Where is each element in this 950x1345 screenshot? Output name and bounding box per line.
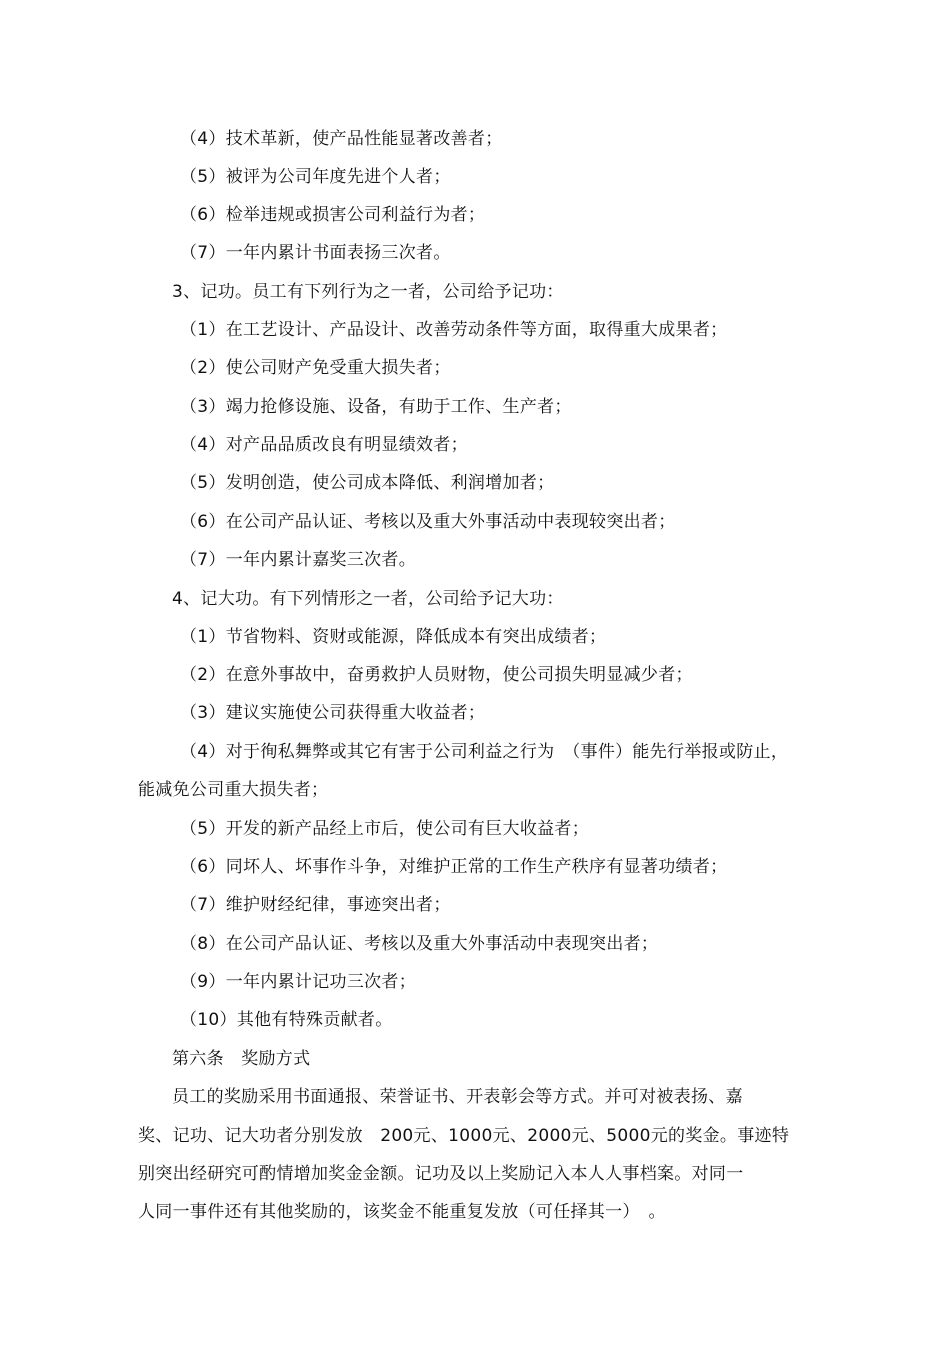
text-line: 奖、记功、记大功者分别发放 200元、1000元、2000元、5000元的奖金。事迹特 — [138, 1126, 790, 1146]
text-line: （3）建议实施使公司获得重大收益者； — [180, 703, 486, 723]
text-line: 员工的奖励采用书面通报、荣誉证书、开表彰会等方式。并可对被表扬、嘉 — [172, 1087, 743, 1107]
text-line: （8）在公司产品认证、考核以及重大外事活动中表现突出者； — [180, 934, 659, 954]
section-heading: 4、记大功。有下列情形之一者，公司给予记大功： — [172, 589, 564, 609]
text-line: （1）节省物料、资财或能源，降低成本有突出成绩者； — [180, 627, 607, 647]
section-heading: 3、记功。员工有下列行为之一者，公司给予记功： — [172, 282, 564, 302]
text-line: （7）一年内累计嘉奖三次者。 — [180, 550, 417, 570]
text-line: （5）开发的新产品经上市后，使公司有巨大收益者； — [180, 819, 590, 839]
text-line: （4）技术革新，使产品性能显著改善者； — [180, 129, 503, 149]
text-line: （4）对于徇私舞弊或其它有害于公司利益之行为 （事件）能先行举报或防止， — [180, 742, 789, 762]
text-line: （6）检举违规或损害公司利益行为者； — [180, 205, 486, 225]
text-line: （6）在公司产品认证、考核以及重大外事活动中表现较突出者； — [180, 512, 676, 532]
text-line: （5）被评为公司年度先进个人者； — [180, 167, 451, 187]
article-heading: 第六条 奖励方式 — [172, 1049, 311, 1069]
text-line: （2）使公司财产免受重大损失者； — [180, 358, 451, 378]
text-line: 能减免公司重大损失者； — [138, 780, 329, 800]
text-line: （4）对产品品质改良有明显绩效者； — [180, 435, 468, 455]
text-line: （5）发明创造，使公司成本降低、利润增加者； — [180, 473, 555, 493]
text-line: （1）在工艺设计、产品设计、改善劳动条件等方面，取得重大成果者； — [180, 320, 728, 340]
text-line: （6）同坏人、坏事作斗争，对维护正常的工作生产秩序有显著功绩者； — [180, 857, 728, 877]
text-line: （7）一年内累计书面表扬三次者。 — [180, 243, 451, 263]
text-line: （3）竭力抢修设施、设备，有助于工作、生产者； — [180, 397, 572, 417]
text-line: （2）在意外事故中，奋勇救护人员财物，使公司损失明显减少者； — [180, 665, 693, 685]
text-line: （9）一年内累计记功三次者； — [180, 972, 417, 992]
text-line: 人同一事件还有其他奖励的，该奖金不能重复发放（可任择其一） 。 — [138, 1202, 666, 1222]
text-line: （10）其他有特殊贡献者。 — [180, 1010, 393, 1030]
text-line: 别突出经研究可酌情增加奖金金额。记功及以上奖励记入本人人事档案。对同一 — [138, 1164, 744, 1184]
text-line: （7）维护财经纪律，事迹突出者； — [180, 895, 451, 915]
